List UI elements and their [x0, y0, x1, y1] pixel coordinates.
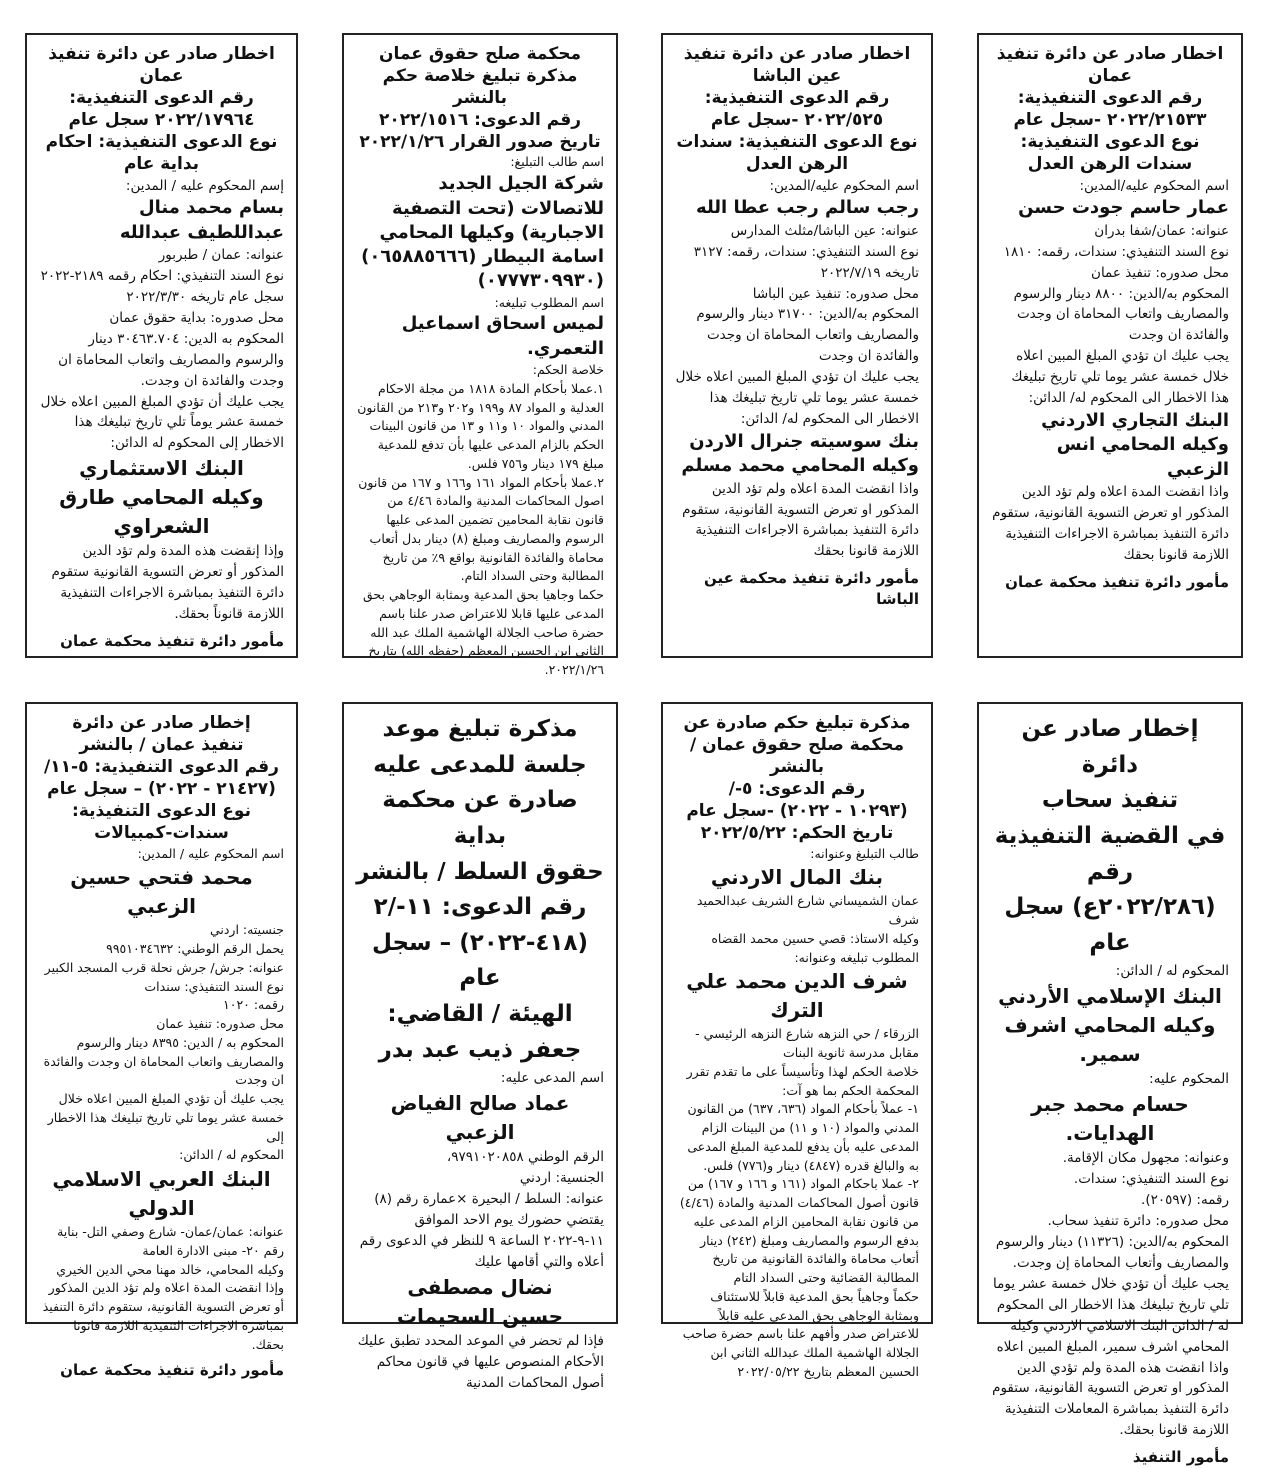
notice-text: وعنوانه: مجهول مكان الإقامة. [1062, 1150, 1229, 1167]
notice-header-line: تنفيذ عمان / بالنشر [79, 735, 244, 756]
notice-header-line: جلسة للمدعى عليه [373, 751, 587, 778]
notice-text: محل صدوره: بداية حقوق عمان [109, 309, 284, 326]
notice-text: عنوانه: السلط / البحيرة ×عمارة رقم (٨) [374, 1191, 604, 1208]
notice-text: جنسيته: اردني [209, 922, 284, 938]
notice-card [977, 33, 1243, 658]
party-name: حسين السحيمات [396, 1303, 564, 1328]
notice-header-line: إخطار صادر عن دائرة [1021, 716, 1199, 778]
notice-header-line: إخطار صادر عن دائرة [72, 713, 251, 733]
notice-header-line: ٢٠٢٢/٢١٥٣٣ -سجل عام [1013, 110, 1207, 131]
party-name: شركة الجيل الجديد للاتصالات (تحت التصفية الاجبارية) وكيلها المحامي اسامة البيطار (٠٦٥٨٨٥٦٦٦) (٠٧٧٧٣٠٩٩٣٠) [361, 173, 604, 292]
notice-text: ١- عملاً بأحكام المواد (٦٣٦، ٦٣٧) من القانون المدني والمواد (١٠ و ١١) من البينات الزام المدعى عليه بأن يدفع للمدعية المبلغ المدعى به والبالغ قدره (٤٨٤٧) دينار و(٧٧٦) فلس. [687, 1101, 919, 1173]
notice-text: المحكوم به/الدين: ٨٨٠٠ دينار والرسوم والمصاريف واتعاب المحاماة ان وجدت والفائدة ان وجدت [1013, 285, 1229, 344]
notice-text: وإذا إنقضت هذه المدة ولم تؤد الدين المذكور أو تعرض التسوية القانونية ستقوم دائرة التنفيذ بمباشرة الاجراءات التنفيذية اللازمة قانوناً بحقك. [51, 543, 284, 623]
notice-header-line: (٤١٨-٢٠٢٢) – سجل عام [371, 929, 589, 992]
notice-text: خلاصة الحكم لهذا وتأسيساً على ما تقدم تقرر المحكمة الحكم بما هو آت: [686, 1063, 919, 1098]
notice-header-line: مذكرة تبليغ خلاصة حكم بالنشر [382, 66, 578, 109]
party-name: بنك سوسيته جنرال الاردن وكيله المحامي محمد مسلم [681, 431, 919, 477]
notice-text: يجب عليك أن تؤدي خلال خمسة عشر يوما تلي تاريخ تبليغك هذا الاخطار الى المحكوم له / الدائن البنك الاسلامي الاردني وكيله المحامي اشرف سمير، المبلغ المبين اعلاه واذا انقضت هذه المدة ولم تؤدي الدين المذكور او تعرض التسوية القانونية، ستقوم دائرة التنفيذ بمباشرة المعاملات التنفيذية اللازمة قانونا بحقك. [992, 1275, 1229, 1439]
notice-card [977, 702, 1243, 1467]
notice-text: رقمه: (٢٠٥٩٧). [1141, 1192, 1229, 1209]
notice-header-line: جعفر ذيب عبد بدر [378, 1036, 582, 1063]
notice-text: واذا انقضت المدة اعلاه ولم تؤد الدين المذكور او تعرض التسوية القانونية، ستقوم دائرة التنفيذ بمباشرة الاجراءات التنفيذية اللازمة قانونا بحقك [682, 480, 919, 560]
notice-text: الرقم الوطني ٩٧٩١٠٢٠٨٥٨، [446, 1149, 604, 1166]
party-name: البنك العربي الاسلامي الدولي [52, 1167, 271, 1221]
notice-text: واذا انقضت المدة اعلاه ولم تؤد الدين المذكور او تعرض التسوية القانونية، ستقوم دائرة التنفيذ بمباشرة الاجراءات التنفيذية اللازمة قانونا بحقك [992, 483, 1229, 563]
party-name: البنك الإسلامي الأردني وكيله المحامي اشرف سمير. [998, 984, 1222, 1067]
notice-text: المحكوم به الدين: ٣٠٤٦٣.٧٠٤ دينار والرسوم والمصاريف واتعاب المحاماة ان وجدت والفائدة ان وجدت. [58, 330, 284, 389]
notice-text: نوع السند التنفيذي: سندات، رقمه: ٣١٢٧ تاريخه ٢٠٢٢/٧/١٩ [693, 243, 919, 281]
notice-header-line: حقوق السلط / بالنشر [356, 858, 604, 885]
notice-header-line: محكمة صلح حقوق عمان / بالنشر [689, 735, 905, 778]
notice-header-line: محكمة صلح حقوق عمان [379, 44, 581, 64]
notice-text: عمان الشميساني شارع الشريف عبدالحميد شرف [696, 893, 919, 928]
notice-header-line: ٢٠٢٢/٥٢٥ -سجل عام [710, 110, 884, 131]
notice-text: المحكوم به / الدين: ٨٣٩٥ دينار والرسوم والمصاريف واتعاب المحاماة ان وجدت والفائدة ان وجدت [43, 1034, 284, 1088]
notice-text: اسم المدعى عليه: [500, 1070, 604, 1087]
notice-text: محل صدوره: تنفيذ عين الباشا [752, 285, 919, 302]
notice-text: اسم المطلوب تبليغه: [494, 294, 604, 310]
notice-header-line: تاريخ صدور القرار ٢٠٢٢/١/٢٦ [359, 132, 601, 153]
notice-card [342, 33, 618, 678]
notice-text: ٢.عملا بأحكام المواد ١٦١ و١٦٦ و ١٦٧ من قانون اصول المحاكمات المدنية والمادة ٤/٤٦ من قانون نقابة المحامين تضمين المدعى عليها الرسوم والمصاريف ومبلغ (٨) دينار بدل أتعاب محاماة والفائدة القانونية بواقع ٩٪ من تاريخ المطالبة وحتى السداد التام. [358, 474, 604, 584]
notice-text: محل صدوره: تنفيذ عمان [156, 1016, 284, 1032]
party-name: عمار حاسم جودت حسن [1018, 197, 1229, 219]
notice-text: يحمل الرقم الوطني: ٩٩٥١٠٣٤٦٣٢ [106, 941, 284, 957]
notice-text: المحكوم به/الدين: (١١٣٢٦) دينار والرسوم والمصاريف وأتعاب المحاماة إن وجدت. [995, 1234, 1229, 1271]
party-name: شرف الدين محمد علي الترك [686, 969, 908, 1023]
notice-card [25, 702, 298, 1380]
notice-text: وإذا انقضت المدة اعلاه ولم تؤد الدين المذكور أو تعرض التسوية القانونية، ستقوم دائرة التنفيذ بمباشرة الاجراءات التنفيذية اللازمة قانونا بحقك. [42, 1280, 284, 1352]
notice-text: الزرقاء / حي النزهه شارع النزهه الرئيسي - مقابل مدرسة ثانوية البنات [695, 1026, 919, 1061]
notice-header-line: (٢٠٢٢/٢٨٦ع) سجل عام [1004, 894, 1216, 956]
notice-signature: مأمور دائرة تنفيذ محكمة عمان [60, 1361, 284, 1380]
notice-text: اسم المحكوم عليه/المدين: [769, 177, 919, 194]
notice-header-line: ٢٠٢٢/١٧٩٦٤ سجل عام [68, 110, 255, 131]
notice-header-line: تنفيذ سحاب [1041, 787, 1179, 814]
notice-header-line: رقم الدعوى التنفيذية: [1017, 88, 1203, 109]
party-name: بسام محمد منال عبداللطيف عبدالله [119, 197, 284, 243]
notice-text: نوع السند التنفيذي: سندات. [1073, 1171, 1229, 1188]
notice-text: عنوانه: عمان/عمان- شارع وصفي التل- بناية رقم ٢٠- مبنى الادارة العامة [57, 1224, 284, 1258]
party-name: البنك التجاري الاردني وكيله المحامي انس الزعبي [1041, 410, 1229, 480]
party-name: نضال مصطفى [407, 1274, 553, 1299]
party-name: وكيله المحامي طارق الشعراوي [59, 485, 264, 539]
notice-card [661, 33, 933, 658]
notice-text: محل صدوره: تنفيذ عمان [1091, 264, 1229, 281]
party-name: رجب سالم رجب عطا الله [696, 197, 919, 219]
notice-header-line: صادرة عن محكمة بداية [382, 787, 578, 849]
notice-header-line: اخطار صادر عن دائرة تنفيذ عمان [996, 44, 1224, 87]
notice-card [25, 33, 298, 658]
party-name: حسام محمد جبر الهدايات. [1031, 1092, 1189, 1146]
party-name: محمد فتحي حسين الزعبي [70, 865, 253, 919]
notice-header-line: رقم الدعوى: ٥-/ [728, 779, 866, 800]
notice-header-line: نوع الدعوى التنفيذية: سندات الرهن العدل [676, 132, 918, 175]
notice-text: عنوانه: عمان/شفا بدران [1094, 222, 1229, 239]
notice-text: رقمه: ١٠٢٠ [223, 997, 284, 1013]
notice-text: خلاصة الحكم: [532, 362, 604, 378]
notice-header-line: رقم الدعوى: ١١-/٢ [373, 894, 587, 921]
notice-text: عنوانه: عمان / طبربور [158, 247, 284, 264]
notice-header-line: نوع الدعوى التنفيذية: احكام بداية عام [45, 132, 278, 175]
notice-text: محل صدوره: دائرة تنفيذ سحاب. [1047, 1213, 1229, 1230]
notice-text: نوع السند التنفيذي: احكام رقمه ٢١٨٩-٢٠٢٢ سجل عام تاريخه ٢٠٢٢/٣/٣٠ [40, 268, 284, 305]
notice-text: عنوانه: جرش/ جرش نحلة قرب المسجد الكبير [44, 959, 284, 975]
notice-card [342, 702, 618, 1391]
notice-text: نوع السند التنفيذي: سندات [144, 978, 284, 994]
notice-text: حكما وجاهيا بحق المدعية وبمثابة الوجاهي بحق المدعى عليها قابلا للاعتراض صدر علنا باسم حضرة صاحب الجلالة الهاشمية الملك عبد الله الثاني ابن الحسين المعظم (حفظه الله) بتاريخ ٢٠٢٢/١/٢٦. [363, 587, 604, 678]
notice-text: المحكوم عليه: [1149, 1071, 1229, 1088]
party-name: بنك المال الاردني [710, 865, 884, 890]
notice-header-line: نوع الدعوى التنفيذية: سندات الرهن العدل [1020, 132, 1200, 175]
notice-text: اسم المحكوم عليه/المدين: [1079, 177, 1229, 194]
party-name: لميس اسحاق اسماعيل التعمري. [401, 313, 604, 359]
notice-header-line: اخطار صادر عن دائرة تنفيذ عين الباشا [683, 44, 911, 87]
party-name: البنك الاستثماري [79, 456, 244, 481]
notice-text: فإذا لم تحضر في الموعد المحدد تطبق عليك الأحكام المنصوص عليها في قانون محاكم أصول المحاكمات المدنية [357, 1332, 604, 1391]
notice-header-line: رقم الدعوى: ٢٠٢٢/١٥١٦ [379, 110, 581, 131]
notice-header-line: تاريخ الحكم: ٢٠٢٢/٥/٢٢ [700, 823, 894, 844]
notice-card [661, 702, 933, 1379]
notice-signature: مأمور دائرة تنفيذ محكمة عين الباشا [704, 569, 919, 609]
notice-text: المحكوم به/الدين: ٣١٧٠٠ دينار والرسوم والمصاريف واتعاب المحاماة ان وجدت والفائدة ان وجدت [696, 306, 919, 365]
notice-text: المحكوم له / الدائن: [179, 1147, 284, 1163]
notice-text: اسم طالب التبليغ: [510, 154, 604, 170]
notice-text: يجب عليك ان تؤدي المبلغ المبين اعلاه خلال خمسة عشر يوما تلي تاريخ تبليغك هذا الاخطار الى المحكوم له/ الدائن: [675, 369, 919, 428]
notice-header-line: رقم الدعوى التنفيذية: [69, 88, 254, 109]
notice-text: نوع السند التنفيذي: سندات، رقمه: ١٨١٠ [1003, 243, 1229, 260]
notice-header-line: (٢١٤٢٧ - ٢٠٢٢) – سجل عام [47, 779, 276, 800]
party-name: عماد صالح الفياض الزعبي [390, 1091, 570, 1145]
notice-header-line: رقم الدعوى التنفيذية: [704, 88, 890, 109]
notice-header-line: (١٠٢٩٣ - ٢٠٢٢) -سجل عام [686, 801, 908, 822]
notice-text: ٢- عملا باحكام المواد (١٦١ و ١٦٦ و ١٦٧) من قانون أصول المحاكمات المدنية والمادة (٤/٤٦) من قانون نقابة المحامين الزام المدعى عليه بدفع الرسوم والمصاريف ومبلغ (٢٤٢) دينار أتعاب محاماة والفائدة القانونية من تاريخ المطالبة القضائية وحتى السداد التام [679, 1176, 919, 1286]
notice-header-line: نوع الدعوى التنفيذية: [72, 801, 251, 822]
notice-text: ١.عملا بأحكام المادة ١٨١٨ من مجلة الاحكام العدلية و المواد ٨٧ و١٩٩ و٢٠٢ و٢١٣ من القانون المدني والمواد ١٠ و١١ و ١٣ من قانون البينات الحكم بالزام المدعى عليها بأن تدفع للمدعية مبلغ ١٧٩ دينار و٧٥٦ فلس. [357, 380, 604, 471]
notice-header-line: مذكرة تبليغ حكم صادرة عن [683, 713, 911, 733]
notice-text: عنوانه: عين الباشا/مثلث المدارس [730, 222, 919, 239]
notice-signature: مأمور دائرة تنفيذ محكمة عمان [1005, 572, 1229, 591]
notice-text: إسم المحكوم عليه / المدين: [125, 177, 284, 194]
notice-text: طالب التبليغ وعنوانه: [810, 845, 919, 861]
notice-text: وكيله الاستاذ: قصي حسين محمد القضاه [711, 930, 919, 946]
notice-text: الجنسية: اردني [519, 1170, 604, 1187]
notice-text: اسم المحكوم عليه / المدين: [137, 845, 284, 861]
notice-text: يجب عليك أن تؤدي المبلغ المبين اعلاه خلال خمسة عشر يوماً تلي تاريخ تبليغك هذا الاخطار إلى المحكوم له الدائن: [40, 393, 284, 452]
notice-header-line: اخطار صادر عن دائرة تنفيذ عمان [48, 44, 275, 87]
notice-text: يجب عليك ان تؤدي المبلغ المبين اعلاه خلال خمسة عشر يوما تلي تاريخ تبليغك هذا الاخطار الى المحكوم له/ الدائن: [1011, 348, 1229, 407]
notice-text: وكيله المحامي، خالد مهنا محي الدين الخيري [56, 1261, 284, 1277]
notice-header-line: في القضية التنفيذية رقم [994, 822, 1226, 885]
notice-text: المحكوم له / الدائن: [1115, 963, 1229, 980]
notice-text: يقتضي حضورك يوم الاحد الموافق ١١-٩-٢٠٢٢ الساعة ٩ للنظر في الدعوى رقم أعلاه والتي أقامها عليك [359, 1212, 604, 1270]
notice-signature: مأمور التنفيذ [1132, 1448, 1229, 1467]
notice-text: يجب عليك أن تؤدي المبلغ المبين اعلاه خلال خمسة عشر يوما تلي تاريخ تبليغك هذا الاخطار إلى [47, 1091, 284, 1144]
notice-header-line: مذكرة تبليغ موعد [382, 716, 578, 742]
notice-text: المطلوب تبليغه وعنوانه: [794, 949, 919, 965]
notice-header-line: رقم الدعوى التنفيذية: ٥-١١/ [44, 757, 279, 778]
notice-header-line: الهيئة / القاضي: [387, 1001, 573, 1028]
notice-text: حكماً وجاهياً بحق المدعية قابلاً للاستئناف وبمثابة الوجاهي بحق المدعى عليه قابلاً للاعتراض صدر وأفهم علنا باسم حضرة صاحب الجلالة الهاشمية الملك عبدالله الثاني ابن الحسين المعظم بتاريخ ٢٠٢٢/٠٥/٢٢ [682, 1288, 919, 1379]
notice-signature: مأمور دائرة تنفيذ محكمة عمان [60, 631, 284, 650]
notice-header-line: سندات-كمبيالات [94, 823, 229, 844]
